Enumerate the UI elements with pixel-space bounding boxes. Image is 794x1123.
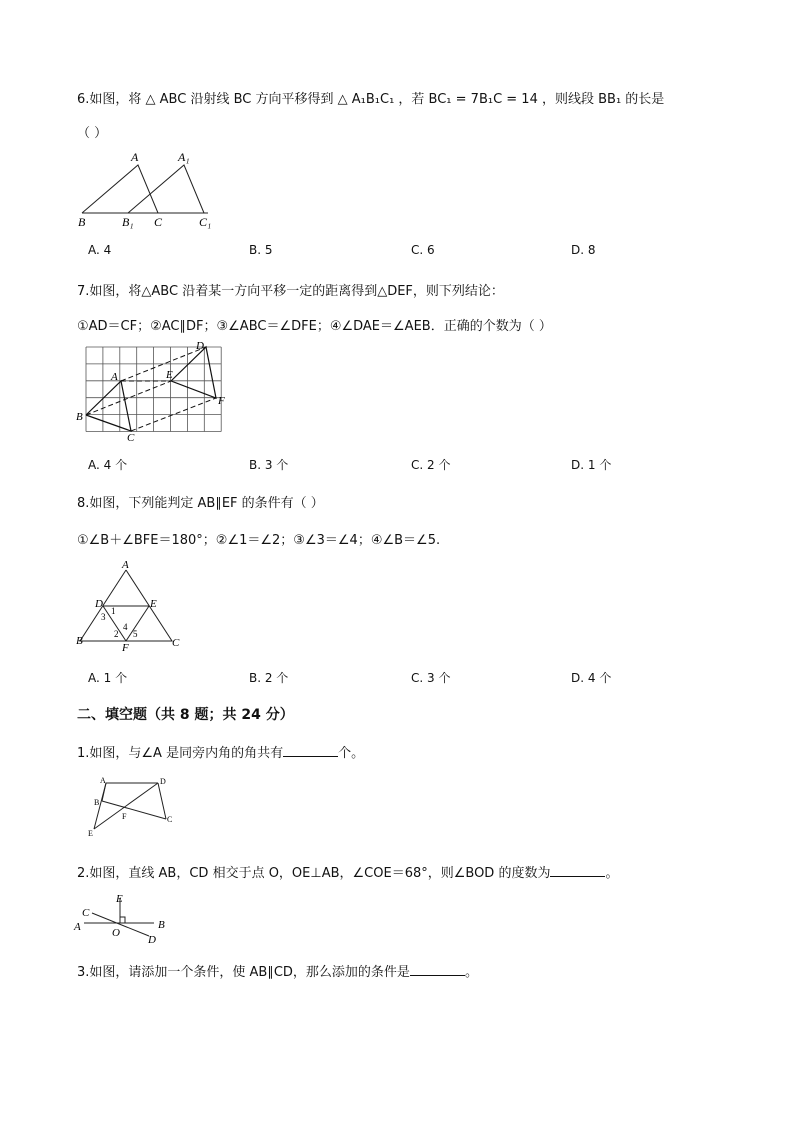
f1-suffix: 个。 — [338, 746, 365, 761]
q6-option-d[interactable]: D. 8 — [571, 243, 596, 257]
f3-answer-blank[interactable] — [410, 962, 465, 976]
f1-label-B: B — [94, 798, 100, 807]
f3-suffix: 。 — [464, 965, 478, 980]
q8-option-c[interactable]: C. 3 个 — [411, 671, 451, 685]
q6-option-a[interactable]: A. 4 — [88, 243, 112, 257]
q6-stem: 6.如图，将 △ ABC 沿射线 BC 方向平移得到 △ A₁B₁C₁ ，若 BC₁ = 7B₁C = 14 ，则线段 BB₁ 的长是 — [77, 92, 665, 107]
f2-label-D: D — [148, 934, 156, 946]
q6-label-C: C — [154, 215, 163, 229]
f2-label-C: C — [82, 907, 90, 919]
q6-paren: （ ） — [77, 126, 108, 141]
q6-label-C1: C₁ — [199, 215, 212, 229]
q6-label-B1: B₁ — [122, 215, 134, 229]
q7-stem: 7.如图，将△ABC 沿着某一方向平移一定的距离得到△DEF，则下列结论： — [77, 284, 504, 299]
q7-label-C: C — [127, 432, 135, 444]
q8-option-b[interactable]: B. 2 个 — [249, 671, 289, 685]
f2-label-O: O — [112, 927, 120, 939]
q8-conditions: ①∠B＋∠BFE＝180°；②∠1＝∠2；③∠3＝∠4；④∠B＝∠5. — [77, 533, 441, 548]
section-fill-blank-title: 二、填空题（共 8 题；共 24 分） — [77, 707, 294, 723]
q7-option-d[interactable]: D. 1 个 — [571, 458, 612, 472]
f1-label-F: F — [122, 812, 127, 821]
f1-label-C: C — [167, 815, 173, 824]
q8-option-a[interactable]: A. 1 个 — [88, 671, 128, 685]
q6-label-A: A — [131, 150, 139, 164]
f1-line — [77, 742, 364, 761]
q8-angle-4: 4 — [123, 622, 128, 632]
q7-grid-figure — [76, 342, 236, 442]
q6-option-c[interactable]: C. 6 — [411, 243, 435, 257]
f1-label-E: E — [88, 829, 93, 838]
q7-label-B: B — [76, 411, 83, 423]
q7-label-D: D — [196, 340, 204, 352]
q6-label-A1: A₁ — [178, 150, 190, 164]
q8-label-C: C — [172, 637, 180, 649]
f3-line — [77, 961, 478, 980]
q8-angle-3: 3 — [101, 612, 106, 622]
f3-text: 3.如图，请添加一个条件，使 AB∥CD，那么添加的条件是 — [77, 965, 410, 980]
q8-label-D: D — [95, 598, 103, 610]
q6-option-b[interactable]: B. 5 — [249, 243, 273, 257]
q8-angle-2: 2 — [114, 629, 119, 639]
q8-label-B: B — [76, 635, 83, 647]
f2-label-B: B — [158, 919, 165, 931]
q8-angle-1: 1 — [111, 606, 116, 616]
q8-label-A: A — [122, 559, 129, 571]
q8-label-E: E — [150, 598, 157, 610]
f2-suffix: 。 — [605, 866, 619, 881]
q7-label-F: F — [218, 395, 225, 407]
f1-text: 1.如图，与∠A 是同旁内角的角共有 — [77, 746, 284, 761]
q8-label-F: F — [122, 642, 129, 654]
q6-label-B: B — [78, 215, 86, 229]
f1-label-D: D — [160, 777, 166, 786]
q7-label-E: E — [166, 369, 173, 381]
f1-answer-blank[interactable] — [283, 743, 338, 757]
f2-label-E: E — [116, 893, 123, 905]
f2-label-A: A — [74, 921, 81, 933]
q7-label-A: A — [111, 371, 118, 383]
q6-figure — [78, 148, 228, 228]
q8-figure — [76, 558, 186, 653]
f2-figure — [74, 890, 174, 946]
q7-option-c[interactable]: C. 2 个 — [411, 458, 451, 472]
f1-figure — [86, 775, 181, 837]
q7-option-a[interactable]: A. 4 个 — [88, 458, 128, 472]
q7-option-b[interactable]: B. 3 个 — [249, 458, 289, 472]
f2-text: 2.如图，直线 AB，CD 相交于点 O，OE⊥AB，∠COE＝68°，则∠BOD 的度数为 — [77, 866, 551, 881]
f2-answer-blank[interactable] — [550, 863, 605, 877]
q8-angle-5: 5 — [133, 629, 138, 639]
q8-stem: 8.如图，下列能判定 AB∥EF 的条件有（ ） — [77, 496, 324, 511]
f2-line — [77, 862, 618, 881]
q7-statements: ①AD＝CF；②AC∥DF；③∠ABC＝∠DFE；④∠DAE＝∠AEB．正确的个数为（ ） — [77, 319, 552, 334]
f1-label-A: A — [100, 776, 106, 785]
q8-option-d[interactable]: D. 4 个 — [571, 671, 612, 685]
